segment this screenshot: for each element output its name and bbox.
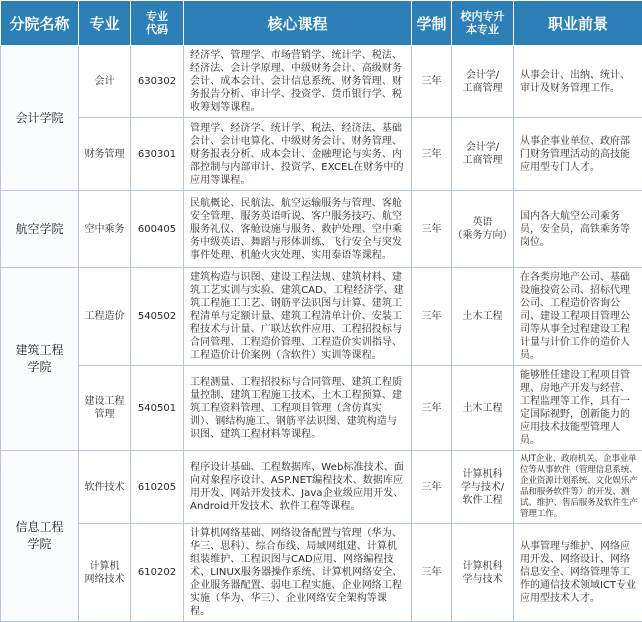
career-cell: 从事管理与维护、网络应用开发、网络设计、网络信息安全、网络管理等工作的通信技术领域ICT专业应用型技术人才。 (514, 524, 642, 622)
duration-cell: 三年 (412, 366, 452, 451)
header-courses: 核心课程 (184, 1, 412, 46)
header-upgrade: 校内专升 本专业 (452, 1, 514, 46)
duration-cell: 三年 (412, 118, 452, 191)
table-row (1, 46, 642, 118)
header-major: 专业 (79, 1, 131, 46)
career-cell: 从事会计、出纳、统计、审计及财务管理工作。 (514, 46, 642, 118)
table-row (1, 451, 642, 524)
table-header-row (1, 1, 642, 46)
header-college: 分院名称 (1, 1, 79, 46)
courses-cell: 民航概论、民航法、航空运输服务与管理、客舱安全管理、服务英语听说、客户服务技巧、航空服务礼仪、客舱设施与服务、救护处理、空中乘务中级英语、舞蹈与形体训练、飞行安全与突发事件处理、机舱火灾处理、实用泰语等课程。 (184, 191, 412, 268)
courses-cell: 工程测量、工程招投标与合同管理、建筑工程质量控制、建筑工程施工技术、土木工程预算、建筑工程资料管理、工程项目管理（含仿真实训）、钢结构施工、钢筋平法识图、建筑构造与识图、建筑工程材料等课程。 (184, 366, 412, 451)
duration-cell: 三年 (412, 451, 452, 524)
code-cell: 630302 (131, 46, 184, 118)
code-cell: 600405 (131, 191, 184, 268)
table-row (1, 268, 642, 366)
upgrade-cell: 会计学/ 工商管理 (452, 46, 514, 118)
major-cell: 空中乘务 (79, 191, 131, 268)
major-cell: 计算机 网络技术 (79, 524, 131, 622)
major-cell: 财务管理 (79, 118, 131, 191)
courses-cell: 经济学、管理学、市场营销学、统计学、税法、经济法、会计学原理、中级财务会计、高级财务会计、成本会计、会计信息系统、财务管理、财务报告分析、审计学、投资学、货币银行学、税收筹划等课程。 (184, 46, 412, 118)
code-cell: 540501 (131, 366, 184, 451)
duration-cell: 三年 (412, 524, 452, 622)
upgrade-cell: 会计学/ 工商管理 (452, 118, 514, 191)
career-cell: 从IT企业、政府机关、企事业单位等从事软件（管理信息系统、企业资源计划系统、文化娱乐产品和服务软件等）的开发、测试、维护、售后服务及软件生产管理工作。 (514, 451, 642, 524)
duration-cell: 三年 (412, 191, 452, 268)
table-row (1, 524, 642, 622)
duration-cell: 三年 (412, 46, 452, 118)
code-cell: 610202 (131, 524, 184, 622)
career-cell: 在各类房地产公司、基础设施投资公司、招标代理公司、工程造价咨询公司、建设工程项目管理公司等从事全过程建设工程计量与计价工作的造价人员。 (514, 268, 642, 366)
header-code: 专业 代码 (131, 1, 184, 46)
upgrade-cell: 英语 （乘务方向） (452, 191, 514, 268)
code-cell: 540502 (131, 268, 184, 366)
career-cell: 国内各大航空公司乘务员，安全员，高铁乘务等岗位。 (514, 191, 642, 268)
major-cell: 工程造价 (79, 268, 131, 366)
table-row (1, 366, 642, 451)
major-cell: 软件技术 (79, 451, 131, 524)
courses-cell: 计算机网络基础、网络设备配置与管理（华为、华三、思科）、综合布线、局域网组建、计算机组装维护、工程识图与CAD应用、网络编程技术、LINUX服务器操作系统、计算机网络安全、企业服务器配置、弱电工程实施、企业网络工程实施（华为、华三）、企业网络安全架构等课程。 (184, 524, 412, 622)
upgrade-cell: 土木工程 (452, 268, 514, 366)
college-cell: 信息工程 学院 (1, 451, 79, 622)
upgrade-cell: 计算机科 学与技术/ 软件工程 (452, 451, 514, 524)
code-cell: 630301 (131, 118, 184, 191)
table-row (1, 118, 642, 191)
upgrade-cell: 计算机科 学与技术 (452, 524, 514, 622)
header-career: 职业前景 (514, 1, 642, 46)
courses-cell: 程序设计基础、工程数据库、Web标准技术、面向对象程序设计、ASP.NET编程技术、数据库应用开发、网站开发技术、Java企业级应用开发、Android开发技术、软件工程等课程。 (184, 451, 412, 524)
major-cell: 会计 (79, 46, 131, 118)
career-cell: 能够胜任建设工程项目管理、房地产开发与经营、工程监理等工作，具有一定国际视野，创新能力的应用技术技能型管理人员。 (514, 366, 642, 451)
college-cell: 航空学院 (1, 191, 79, 268)
duration-cell: 三年 (412, 268, 452, 366)
code-cell: 610205 (131, 451, 184, 524)
courses-cell: 管理学、经济学、统计学、税法、经济法、基础会计、会计电算化、中级财务会计、财务管理、财务报表分析、成本会计、金融理论与实务、内部控制与内部审计、投资学、EXCEL在财务中的应用等课程。 (184, 118, 412, 191)
courses-cell: 建筑构造与识图、建设工程法规、建筑材料、建筑工艺实训与实验、建筑CAD、工程经济学、建筑工程施工工艺、钢筋平法识图与计算、建筑工程清单与定额计量、建筑工程清单计价、安装工程技术与计量、广联达软件应用、工程招投标与合同管理、工程造价管理、工程造价实训指导、工程造价计价案例（含软件）实训等课程。 (184, 268, 412, 366)
major-cell: 建设工程 管理 (79, 366, 131, 451)
career-cell: 从事企事业单位、政府部门财务管理活动的高技能应用型专门人才。 (514, 118, 642, 191)
college-cell: 会计学院 (1, 46, 79, 191)
upgrade-cell: 土木工程 (452, 366, 514, 451)
table-row (1, 191, 642, 268)
header-duration: 学制 (412, 1, 452, 46)
college-cell: 建筑工程 学院 (1, 268, 79, 451)
